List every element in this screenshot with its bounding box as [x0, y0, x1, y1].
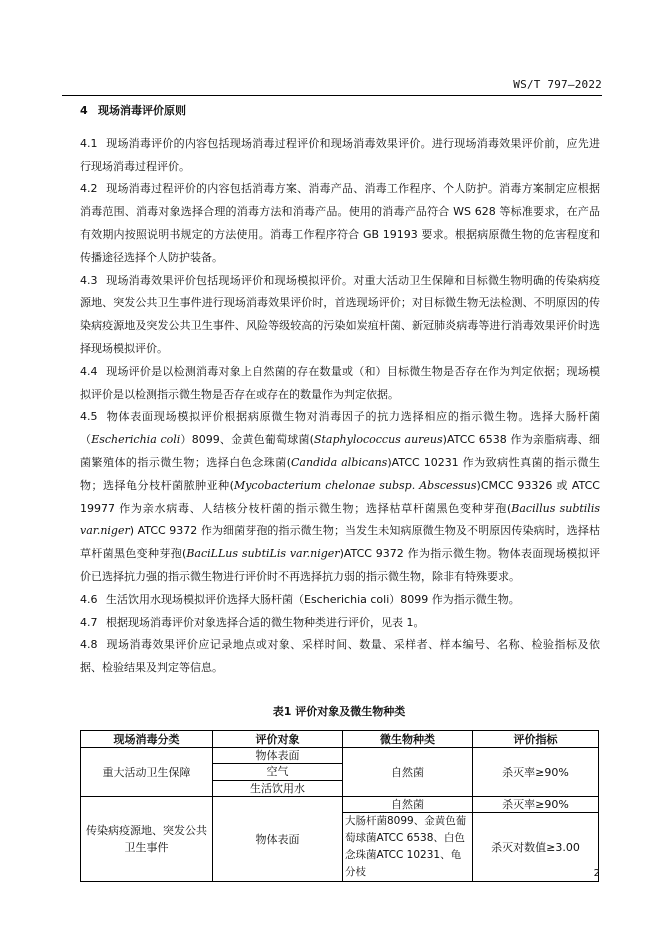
clause-text-part: )ATCC 6538 作为亲脂病毒、细菌繁殖体的指示微生物；选择白色念珠菌(	[80, 433, 600, 469]
clause-number: 4.4	[80, 364, 98, 378]
object-cell: 物体表面	[213, 797, 343, 882]
object-cell: 空气	[213, 764, 343, 780]
microbe-cell: 自然菌	[343, 797, 473, 813]
section-number: 4	[80, 104, 88, 117]
species-name: Bacillus subtilis var.niger	[80, 501, 600, 538]
clause-4-8	[80, 634, 600, 680]
microbe-cell: 大肠杆菌8099、金黄色葡萄球菌ATCC 6538、白色念珠菌ATCC 10231、龟分枝	[343, 813, 473, 882]
clause-number: 4.7	[80, 615, 98, 629]
microbe-cell: 自然菌	[343, 748, 473, 797]
column-header: 现场消毒分类	[81, 731, 213, 748]
clause-text: 现场消毒评价的内容包括现场消毒过程评价和现场消毒效果评价。进行现场消毒效果评价前，应先进行现场消毒过程评价。	[80, 136, 600, 173]
section-heading	[80, 100, 600, 123]
clause-number: 4.3	[80, 273, 98, 287]
table-1	[80, 703, 598, 882]
species-name: Escherichia coli	[91, 433, 181, 447]
column-header: 微生物种类	[343, 731, 473, 748]
clause-4-2	[80, 178, 600, 269]
species-name: BaciLLus subtiLis var.niger	[186, 547, 340, 561]
clause-text: 根据现场消毒评价对象选择合适的微生物种类进行评价，见表 1。	[106, 615, 425, 629]
section-title: 现场消毒评价原则	[98, 104, 186, 117]
clause-number: 4.5	[80, 410, 98, 424]
indicator-cell: 杀灭对数值≥3.00	[473, 813, 599, 882]
clause-text-part: )CMCC 93326 或 ATCC 19977 作为亲水病毒、人结核分枝杆菌的指示微生物；选择枯草杆菌黑色变种芽孢(	[80, 478, 600, 515]
document-body	[80, 100, 600, 680]
species-name: Candida albicans	[291, 455, 388, 469]
category-cell: 传染病疫源地、突发公共卫生事件	[81, 797, 213, 882]
clause-text: 现场消毒效果评价包括现场评价和现场模拟评价。对重大活动卫生保障和目标微生物明确的传染病疫源地、突发公共卫生事件进行现场消毒效果评价时，首选现场评价；对目标微生物无法检测、不明原因的传染病疫源地及突发公共卫生事件、风险等级较高的污染如炭疽杆菌、新冠肺炎病毒等进行消毒效果评价时选择现场模拟评价。	[80, 273, 600, 355]
species-name: Mycobacterium chelonae subsp. Abscessus	[233, 478, 477, 492]
clause-number: 4.6	[80, 592, 98, 606]
standard-code-header: WS/T 797—2022	[513, 78, 602, 91]
clause-number: 4.2	[80, 182, 98, 196]
species-name: Staphylococcus aureus	[313, 433, 443, 447]
page-number: 2	[593, 868, 600, 879]
clause-text: 现场评价是以检测消毒对象上自然菌的存在数量或（和）目标微生物是否存在作为判定依据；现场模拟评价是以检测指示微生物是否存在或存在的数量作为判定依据。	[80, 364, 600, 401]
clause-text-part: )ATCC 10231 作为致病性真菌的指示微生物；选择龟分枝杆菌脓肿亚种(	[80, 455, 600, 492]
indicator-cell: 杀灭率≥90%	[473, 797, 599, 813]
clause-text-part: ) ATCC 9372 作为细菌芽孢的指示微生物；当发生未知病原微生物及不明原因传染病时，选择枯草杆菌黑色变种芽孢(	[80, 524, 600, 561]
clause-text: 现场消毒效果评价应记录地点或对象、采样时间、数量、采样者、样本编号、名称、检验指标及依据、检验结果及判定等信息。	[80, 638, 600, 675]
column-header: 评价对象	[213, 731, 343, 748]
clause-text: 生活饮用水现场模拟评价选择大肠杆菌（Escherichia coli）8099 作为指示微生物。	[106, 592, 520, 606]
column-header: 评价指标	[473, 731, 599, 748]
clause-text-part: )ATCC 9372 作为指示微生物。物体表面现场模拟评价已选择抗力强的指示微生物进行评价时不再选择抗力弱的指示微生物，除非有特殊要求。	[80, 547, 600, 583]
object-cell: 生活饮用水	[213, 780, 343, 796]
table-header-row	[81, 731, 599, 748]
header-rule	[62, 95, 602, 96]
clause-number: 4.1	[80, 136, 98, 150]
clause-text-part: 物体表面现场模拟评价根据病原微生物对消毒因子的抗力选择相应的指示微生物。选择大肠杆菌（	[80, 410, 600, 447]
table-row	[81, 797, 599, 813]
clause-4-6	[80, 589, 600, 612]
clause-4-7	[80, 612, 600, 635]
indicator-cell: 杀灭率≥90%	[473, 748, 599, 797]
evaluation-table	[80, 730, 599, 882]
clause-text: 现场消毒过程评价的内容包括消毒方案、消毒产品、消毒工作程序、个人防护。消毒方案制定应根据消毒范围、消毒对象选择合理的消毒方法和消毒产品。使用的消毒产品符合 WS 628 等标准要求，在产品有效期内按照说明书规定的方法使用。消毒工作程序符合 GB 19193 要求。根据病原微生物的危害程度和传播途径选择个人防护装备。	[80, 182, 600, 264]
clause-4-1	[80, 133, 600, 179]
object-cell: 物体表面	[213, 748, 343, 764]
clause-4-5	[80, 406, 600, 588]
category-cell: 重大活动卫生保障	[81, 748, 213, 797]
table-row	[81, 748, 599, 764]
clause-number: 4.8	[80, 638, 98, 652]
clause-4-3	[80, 270, 600, 361]
clause-text-part: ）8099、金黄色葡萄球菌(	[180, 433, 314, 447]
table-caption: 表1 评价对象及微生物种类	[272, 705, 406, 718]
clause-4-4	[80, 361, 600, 407]
